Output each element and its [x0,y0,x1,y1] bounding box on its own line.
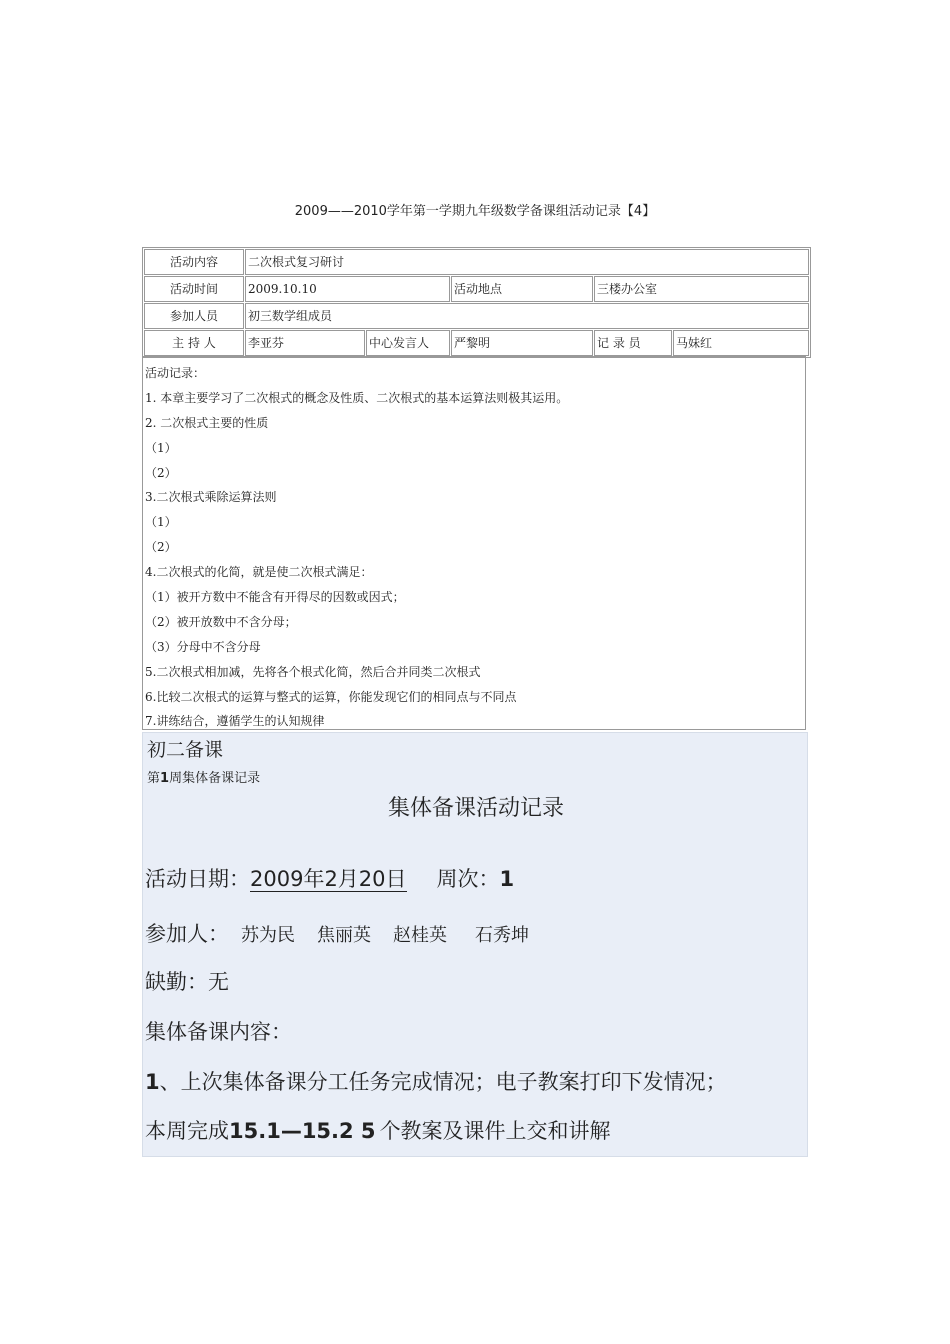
record-line: 活动记录： [145,366,206,380]
record-line: （1）被开方数中不能含有开得尽的因数或因式； [145,590,405,605]
record-line: （1） [145,515,177,530]
date-value: 2009年2月20日 [250,867,407,891]
activity-date-line [145,863,514,893]
absence-line: 缺勤：无 [145,970,229,994]
place-label: 活动地点 [451,276,593,302]
host-row [144,330,809,356]
content-row [144,249,809,275]
recorder-label: 记 录 员 [594,330,672,356]
participant: 石秀坤 [475,925,529,946]
members-row [144,303,809,329]
place-value: 三楼办公室 [594,276,809,302]
members-value: 初三数学组成员 [245,303,809,329]
record-line: （3）分母中不含分母 [145,639,261,654]
activity-info-table [142,247,811,358]
members-label: 参加人员 [144,303,244,329]
record-line: 4.二次根式的化简，就是使二次根式满足： [145,565,373,580]
content-value: 二次根式复习研讨 [245,249,809,275]
content-item-1 [145,1066,727,1096]
week-prefix: 第 [147,771,161,786]
host-label: 主 持 人 [144,330,244,356]
item2-range: 15.1—15.2 5 [229,1119,376,1143]
content-heading: 集体备课内容： [145,1020,292,1044]
record-line: 1. 本章主要学习了二次根式的概念及性质、二次根式的基本运算法则极其运用。 [145,390,569,405]
week-number: 1 [160,771,170,786]
week-label: 周次： [436,867,500,891]
record-line: 5.二次根式相加减，先将各个根式化简，然后合并同类二次根式 [145,664,481,679]
record-line: （2） [145,540,177,555]
week-record-title [147,767,260,786]
lesson-record-title: 集体备课活动记录 [387,796,564,821]
record-line: （1） [145,440,177,455]
item2-suffix: 个教案及课件上交和讲解 [379,1119,611,1143]
participants-line [145,918,529,948]
speaker-value: 严黎明 [451,330,593,356]
participant: 焦丽英 [317,925,371,946]
item1-number: 1 [145,1070,160,1094]
record-line: （2）被开放数中不含分母； [145,614,297,629]
record-line: 6.比较二次根式的运算与整式的运算，你能发现它们的相同点与不同点 [145,689,517,704]
grade8-heading: 初二备课 [147,739,224,761]
host-value: 李亚芬 [245,330,365,356]
time-label: 活动时间 [144,276,244,302]
participant: 赵桂英 [393,925,447,946]
record-line: 2. 二次根式主要的性质 [145,415,269,430]
date-label: 活动日期： [145,867,250,891]
speaker-label: 中心发言人 [366,330,450,356]
record-line: 7.讲练结合，遵循学生的认知规律 [145,714,325,729]
record-line: 3.二次根式乘除运算法则 [145,490,277,505]
page-title: 2009——2010学年第一学期九年级数学备课组活动记录【4】 [294,204,656,219]
item1-text: 、上次集体备课分工任务完成情况；电子教案打印下发情况； [159,1070,727,1094]
activity-record [142,356,806,730]
recorder-value: 马妹红 [673,330,809,356]
week-suffix: 周集体备课记录 [169,771,261,786]
time-row [144,276,809,302]
week-value: 1 [499,867,515,891]
record-line: （2） [145,465,177,480]
participant: 苏为民 [241,925,295,946]
content-item-2 [145,1115,611,1145]
grade8-lesson-panel [142,732,808,1157]
item2-prefix: 本周完成 [145,1119,229,1143]
participants-label: 参加人： [145,922,229,946]
content-label: 活动内容 [144,249,244,275]
time-value: 2009.10.10 [245,276,450,302]
